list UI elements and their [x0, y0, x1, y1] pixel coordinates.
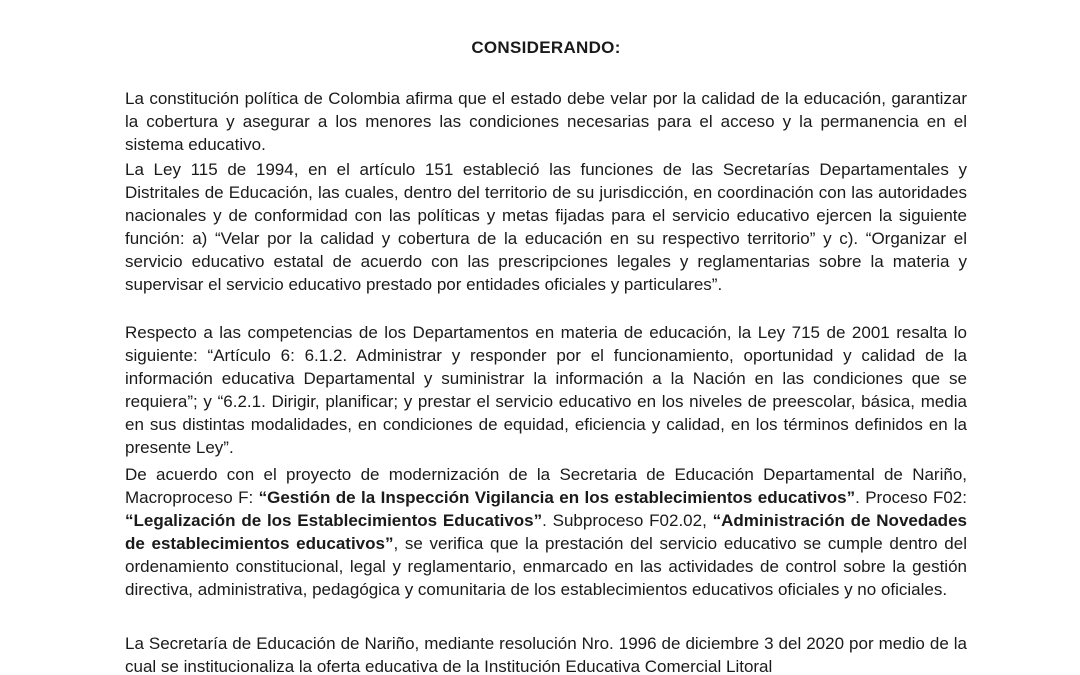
- bold-subproceso: “Administración de Novedades de establecimientos educativos”: [125, 511, 967, 553]
- paragraph-modernizacion: [125, 463, 967, 601]
- text-segment: . Subproceso F02.02,: [542, 511, 713, 530]
- bold-proceso: “Legalización de los Establecimientos Educativos”: [125, 511, 543, 530]
- bold-macroproceso: “Gestión de la Inspección Vigilancia en los establecimientos educativos”: [258, 488, 856, 507]
- text-segment: De acuerdo con el proyecto de modernización de la Secretaria de Educación Departamental de Nariño, Macroproceso F:: [125, 465, 967, 507]
- document-page: [125, 0, 967, 675]
- paragraph-constitution: La constitución política de Colombia afirma que el estado debe velar por la calidad de la educación, garantizar la cobertura y asegurar a los menores las condiciones necesarias para el acceso y la permanencia en el sistema educativo.: [125, 89, 967, 154]
- paragraph-ley-115: La Ley 115 de 1994, en el artículo 151 estableció las funciones de las Secretarías Departamentales y Distritales de Educación, las cuales, dentro del territorio de su jurisdicción, en coordinación con las autoridades nacionales y de conformidad con las políticas y metas fijadas para el servicio educativo ejercen la siguiente función: a) “Velar por la calidad y cobertura de la educación en su respectivo territorio” y c). “Organizar el servicio educativo estatal de acuerdo con las prescripciones legales y reglamentarias sobre la materia y supervisar el servicio educativo prestado por entidades oficiales y particulares”.: [125, 160, 967, 294]
- paragraph-resolucion: La Secretaría de Educación de Nariño, mediante resolución Nro. 1996 de diciembre 3 del 2020 por medio de la cual se institucionaliza la oferta educativa de la Institución Educativa Comercial Litoral: [125, 634, 967, 675]
- text-segment: , se verifica que la prestación del servicio educativo se cumple dentro del ordenamiento constitucional, legal y reglamentario, enmarcado en las actividades de control sobre la gestión directiva, administrativa, pedagógica y comunitaria de los establecimientos educativos oficiales y no oficiales.: [125, 534, 967, 599]
- paragraph-ley-715: Respecto a las competencias de los Departamentos en materia de educación, la Ley 715 de 2001 resalta lo siguiente: “Artículo 6: 6.1.2. Administrar y responder por el funcionamiento, oportunidad y calidad de la información educativa Departamental y suministrar la información a la Nación en las condiciones que se requiera”; y “6.2.1. Dirigir, planificar; y prestar el servicio educativo en los niveles de preescolar, básica, media en sus distintas modalidades, en condiciones de equidad, eficiencia y calidad, en los términos definidos en la presente Ley”.: [125, 323, 967, 457]
- text-segment: . Proceso F02:: [855, 488, 967, 507]
- section-heading: CONSIDERANDO:: [471, 38, 621, 57]
